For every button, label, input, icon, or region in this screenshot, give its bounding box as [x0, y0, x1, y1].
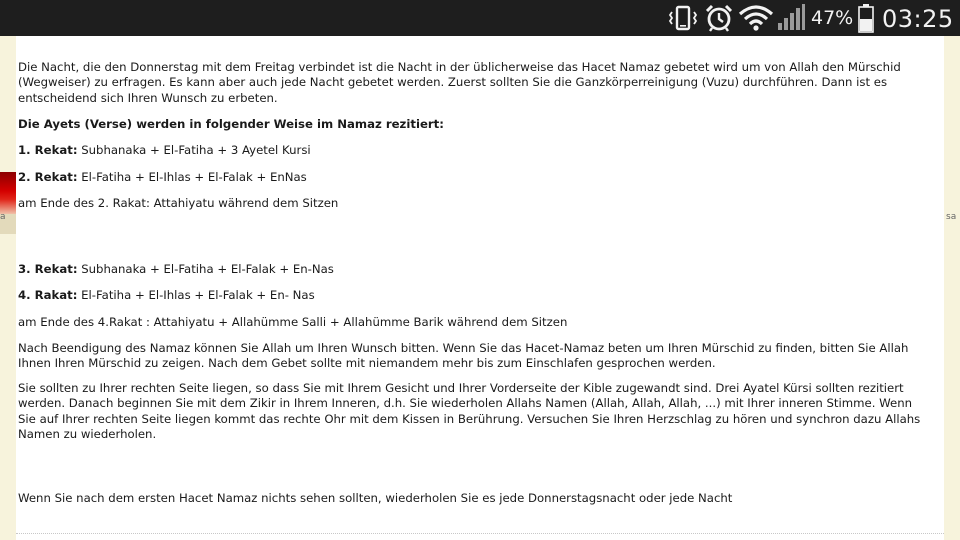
rekat-3-label: 3. Rekat:: [18, 262, 78, 276]
end-rakat-4-line: am Ende des 4.Rakat : Attahiyatu + Allahümme Salli + Allahümme Barik während dem Sitzen: [18, 315, 568, 329]
rekat-2-line: [18, 170, 928, 185]
signal-icon: [776, 0, 806, 36]
rekat-4-text: El-Fatiha + El-Ihlas + El-Falak + En- Nas: [77, 288, 315, 302]
left-banner-image: [0, 172, 16, 214]
left-sidebar-strip: [0, 36, 16, 540]
after-prayer-paragraph: Nach Beendigung des Namaz können Sie Allah um Ihren Wunsch bitten. Wenn Sie das Hacet-Namaz beten um Ihren Mürschid zu finden, bitten Sie Allah Ihnen Ihren Mürschid zu zeigen. Nach dem Gebet sollte mit niemandem mehr bis zum Einschlafen gesprochen werden.: [18, 341, 909, 371]
battery-icon: [857, 0, 875, 36]
right-edge-text: sa: [946, 212, 957, 222]
alarm-icon: [703, 0, 735, 36]
sleep-position-paragraph: Sie sollten zu Ihrer rechten Seite liegen, so dass Sie mit Ihrem Gesicht und Ihrer Vorderseite der Kible zugewandt sind. Drei Ayatel Kürsi sollten rezitiert werden. Danach beginnen Sie mit dem Zikir in Ihrem Inneren, d.h. Sie wiederholen Allahs Namen (Allah, Allah, Allah, ...) mit Ihrer inneren Stimme. Wenn Sie auf Ihrer rechten Seite liegen kommt das rechte Ohr mit dem Kissen in Berührung. Versuchen Sie Ihren Herzschlag zu hören und synchron dazu Allahs Namen zu wiederholen.: [18, 381, 921, 441]
rekat-2-label: 2. Rekat:: [18, 170, 78, 184]
ayets-heading: Die Ayets (Verse) werden in folgender Weise im Namaz rezitiert:: [18, 117, 444, 131]
bottom-divider: [16, 533, 944, 534]
rekat-2-text: El-Fatiha + El-Ihlas + El-Falak + EnNas: [77, 170, 307, 184]
status-bar: [0, 0, 960, 36]
battery-percent: 47%: [811, 7, 854, 29]
repeat-paragraph: Wenn Sie nach dem ersten Hacet Namaz nichts sehen sollten, wiederholen Sie es jede Donnerstagsnacht oder jede Nacht: [18, 491, 733, 505]
end-rakat-2-line: am Ende des 2. Rakat: Attahiyatu während dem Sitzen: [18, 196, 339, 210]
rekat-4-line: [18, 288, 928, 303]
rekat-1-line: [18, 143, 928, 158]
rekat-1-text: Subhanaka + El-Fatiha + 3 Ayetel Kursi: [77, 143, 311, 157]
rekat-3-line: [18, 262, 928, 277]
rekat-3-text: Subhanaka + El-Fatiha + El-Falak + En-Nas: [77, 262, 334, 276]
rekat-1-label: 1. Rekat:: [18, 143, 78, 157]
wifi-icon: [738, 0, 774, 36]
right-sidebar-strip: [944, 36, 960, 540]
clock: 03:25: [882, 5, 954, 33]
article-content[interactable]: [16, 36, 944, 540]
intro-paragraph: Die Nacht, die den Donnerstag mit dem Freitag verbindet ist die Nacht in der üblicherweise das Hacet Namaz gebetet wird um von Allah den Mürschid (Wegweiser) zu erfragen. Es kann aber auch jede Nacht gebetet werden. Zuerst sollten Sie die Ganzkörperreinigung (Vuzu) durchführen. Dann ist es entscheidend sich Ihren Wunsch zu erbeten.: [18, 60, 901, 105]
left-edge-text: a: [0, 212, 6, 222]
vibrate-icon: [668, 0, 698, 36]
rekat-4-label: 4. Rakat:: [18, 288, 78, 302]
